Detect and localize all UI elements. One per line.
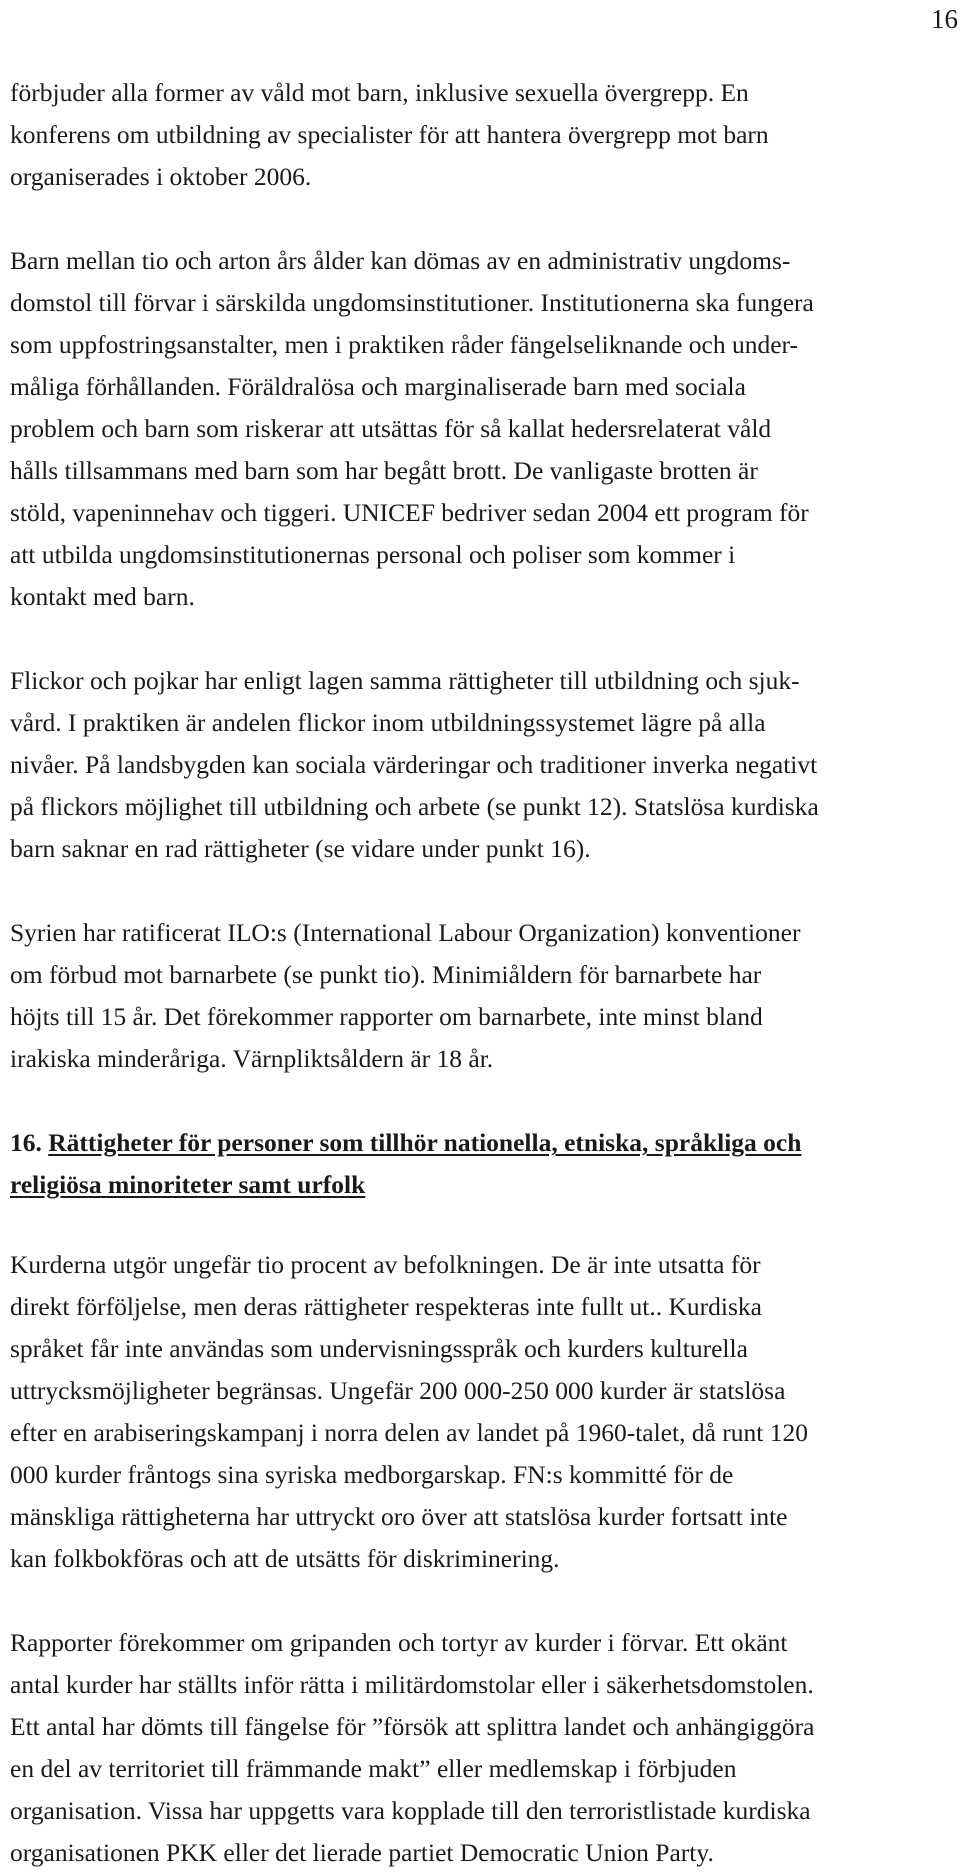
text-line: Syrien har ratificerat ILO:s (International Labour Organization) konventioner: [10, 918, 801, 947]
text-line: irakiska minderåriga. Värnpliktsåldern är 18 år.: [10, 1044, 494, 1073]
paragraph-kurds-rights: [10, 1244, 955, 1580]
section-title-line-1: Rättigheter för personer som tillhör nationella, etniska, språkliga och: [48, 1128, 802, 1157]
text-line: organiserades i oktober 2006.: [10, 162, 312, 191]
text-line: språket får inte användas som undervisningsspråk och kurders kulturella: [10, 1334, 748, 1363]
text-line: måliga förhållanden. Föräldralösa och marginaliserade barn med sociala: [10, 372, 746, 401]
text-line: domstol till förvar i särskilda ungdomsinstitutioner. Institutionerna ska fungera: [10, 288, 814, 317]
section-title-line-2: religiösa minoriteter samt urfolk: [10, 1170, 366, 1199]
text-line: höjts till 15 år. Det förekommer rapporter om barnarbete, inte minst bland: [10, 1002, 763, 1031]
paragraph-child-labour: [10, 912, 955, 1080]
paragraph-juvenile-detention: [10, 240, 955, 618]
text-line: att utbilda ungdomsinstitutionernas personal och poliser som kommer i: [10, 540, 736, 569]
text-line: Barn mellan tio och arton års ålder kan dömas av en administrativ ungdoms-: [10, 246, 791, 275]
text-line: Kurderna utgör ungefär tio procent av befolkningen. De är inte utsatta för: [10, 1250, 761, 1279]
text-line: konferens om utbildning av specialister för att hantera övergrepp mot barn: [10, 120, 769, 149]
section-number: 16.: [10, 1128, 42, 1157]
text-line: en del av territoriet till främmande makt” eller medlemskap i förbjuden: [10, 1754, 737, 1783]
text-line: kan folkbokföras och att de utsätts för diskriminering.: [10, 1544, 560, 1573]
text-line: nivåer. På landsbygden kan sociala värderingar och traditioner inverka negativt: [10, 750, 818, 779]
text-line: problem och barn som riskerar att utsättas för så kallat hedersrelaterat våld: [10, 414, 772, 443]
text-line: förbjuder alla former av våld mot barn, inklusive sexuella övergrepp. En: [10, 78, 749, 107]
text-line: mänskliga rättigheterna har uttryckt oro över att statslösa kurder fortsatt inte: [10, 1502, 788, 1531]
text-line: 000 kurder fråntogs sina syriska medborgarskap. FN:s kommitté för de: [10, 1460, 734, 1489]
text-line: organisationen PKK eller det lierade partiet Democratic Union Party.: [10, 1838, 714, 1867]
text-line: som uppfostringsanstalter, men i praktiken råder fängelseliknande och under-: [10, 330, 799, 359]
text-line: kontakt med barn.: [10, 582, 195, 611]
text-line: hålls tillsammans med barn som har begått brott. De vanligaste brotten är: [10, 456, 758, 485]
text-line: antal kurder har ställts inför rätta i militärdomstolar eller i säkerhetsdomstolen.: [10, 1670, 814, 1699]
text-line: efter en arabiseringskampanj i norra delen av landet på 1960-talet, då runt 120: [10, 1418, 808, 1447]
text-line: om förbud mot barnarbete (se punkt tio). Minimiåldern för barnarbete har: [10, 960, 762, 989]
section-heading: [10, 1122, 955, 1206]
text-line: Ett antal har dömts till fängelse för ”försök att splittra landet och anhängiggöra: [10, 1712, 815, 1741]
text-line: direkt förföljelse, men deras rättigheter respekteras inte fullt ut.. Kurdiska: [10, 1292, 762, 1321]
text-line: uttrycksmöjligheter begränsas. Ungefär 200 000-250 000 kurder är statslösa: [10, 1376, 786, 1405]
text-line: på flickors möjlighet till utbildning och arbete (se punkt 12). Statslösa kurdiska: [10, 792, 819, 821]
paragraph-education-equality: [10, 660, 955, 870]
paragraph-kurds-detention: [10, 1622, 955, 1874]
text-line: Rapporter förekommer om gripanden och tortyr av kurder i förvar. Ett okänt: [10, 1628, 788, 1657]
paragraph-child-abuse: [10, 72, 955, 198]
section-heading-line: [10, 1122, 955, 1164]
text-line: vård. I praktiken är andelen flickor inom utbildningssystemet lägre på alla: [10, 708, 766, 737]
section-heading-line: [10, 1164, 955, 1206]
document-body: [10, 72, 955, 1874]
text-line: barn saknar en rad rättigheter (se vidare under punkt 16).: [10, 834, 591, 863]
text-line: Flickor och pojkar har enligt lagen samma rättigheter till utbildning och sjuk-: [10, 666, 800, 695]
page-number: 16: [931, 4, 958, 34]
text-line: stöld, vapeninnehav och tiggeri. UNICEF bedriver sedan 2004 ett program för: [10, 498, 809, 527]
text-line: organisation. Vissa har uppgetts vara kopplade till den terroristlistade kurdiska: [10, 1796, 811, 1825]
